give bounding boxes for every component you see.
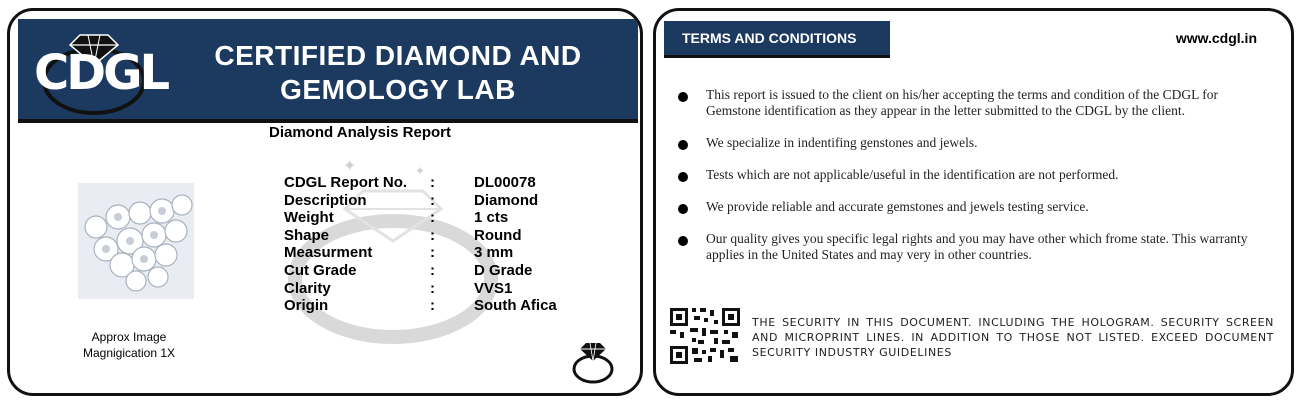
detail-label: Measurment — [284, 244, 373, 262]
image-caption — [64, 329, 194, 361]
detail-separator: : — [430, 297, 435, 315]
detail-label: CDGL Report No. — [284, 174, 408, 191]
detail-value: 3 mm — [474, 244, 514, 262]
bullet-icon — [678, 140, 688, 150]
detail-separator: : — [430, 244, 435, 262]
detail-label: Cut Grade — [284, 261, 357, 279]
term-text: Our quality gives you specific legal rights and you may have other which frome state. This warranty applies in the United States and may very in other countries. — [706, 231, 1248, 262]
terms-heading: TERMS AND CONDITIONS — [664, 21, 890, 58]
certificate-front-card — [7, 8, 643, 396]
svg-text:✦: ✦ — [415, 164, 426, 178]
detail-value: VVS1 — [474, 279, 513, 297]
detail-label: Origin — [284, 297, 329, 315]
caption-line2: Magnigication 1X — [82, 346, 176, 360]
list-item — [678, 135, 1268, 151]
report-title: Diamond Analysis Report — [269, 124, 451, 141]
list-item — [678, 231, 1268, 263]
detail-separator: : — [430, 209, 435, 227]
list-item — [678, 87, 1268, 119]
lab-title — [168, 39, 628, 107]
term-text: We provide reliable and accurate gemstones and jewels testing service. — [706, 199, 1089, 214]
lab-title-line2: GEMOLOGY LAB — [280, 74, 516, 105]
terms-list — [678, 87, 1268, 263]
detail-value: Diamond — [474, 191, 539, 209]
detail-value: 1 cts — [474, 209, 509, 227]
detail-label: Shape — [284, 226, 330, 244]
term-text: This report is issued to the client on his/her accepting the terms and condition of the CDGL for Gemstone identification as they appear in the letter submitted to the CDGL by the client. — [706, 87, 1219, 118]
term-text: Tests which are not applicable/useful in the identification are not performed. — [706, 167, 1119, 182]
lab-title-line1: CERTIFIED DIAMOND AND — [214, 40, 582, 71]
list-item — [678, 167, 1268, 183]
bullet-icon — [678, 204, 688, 214]
security-notice: THE SECURITY IN THIS DOCUMENT. INCLUDING THE HOLOGRAM. SECURITY SCREEN AND MICROPRINT LINES. IN ADDITION TO THOSE NOT LISTED. EXCEED DOCUMENT SECURITY INDUSTRY GUIDELINES — [752, 316, 1274, 359]
detail-separator: : — [430, 261, 435, 279]
qr-code-icon — [670, 308, 740, 364]
bullet-icon — [678, 92, 688, 102]
diamonds-image — [78, 183, 194, 299]
detail-separator: : — [430, 226, 435, 244]
caption-line1: Approx Image — [91, 330, 167, 344]
logo-text: CDGL — [34, 45, 168, 101]
certificate-back-card — [653, 8, 1294, 396]
list-item — [678, 199, 1268, 215]
svg-text:✦: ✦ — [343, 156, 357, 175]
detail-label: Weight — [284, 209, 334, 227]
detail-value: DL00078 — [474, 174, 536, 191]
term-text: We specialize in indentifing genstones and jewels. — [706, 135, 978, 150]
bullet-icon — [678, 172, 688, 182]
website-url: www.cdgl.in — [1175, 30, 1257, 46]
diamond-photo — [78, 183, 194, 299]
detail-label: Clarity — [284, 279, 331, 297]
detail-value: Round — [474, 226, 522, 244]
header-banner — [18, 19, 638, 123]
detail-value: D Grade — [474, 261, 533, 279]
detail-label: Description — [284, 191, 367, 209]
detail-value: South Afica — [474, 297, 557, 315]
detail-separator: : — [430, 191, 435, 209]
diamond-ring-icon — [570, 339, 616, 385]
detail-separator: : — [430, 279, 435, 297]
detail-separator: : — [430, 174, 435, 191]
cdgl-logo — [32, 31, 167, 119]
bullet-icon — [678, 236, 688, 246]
